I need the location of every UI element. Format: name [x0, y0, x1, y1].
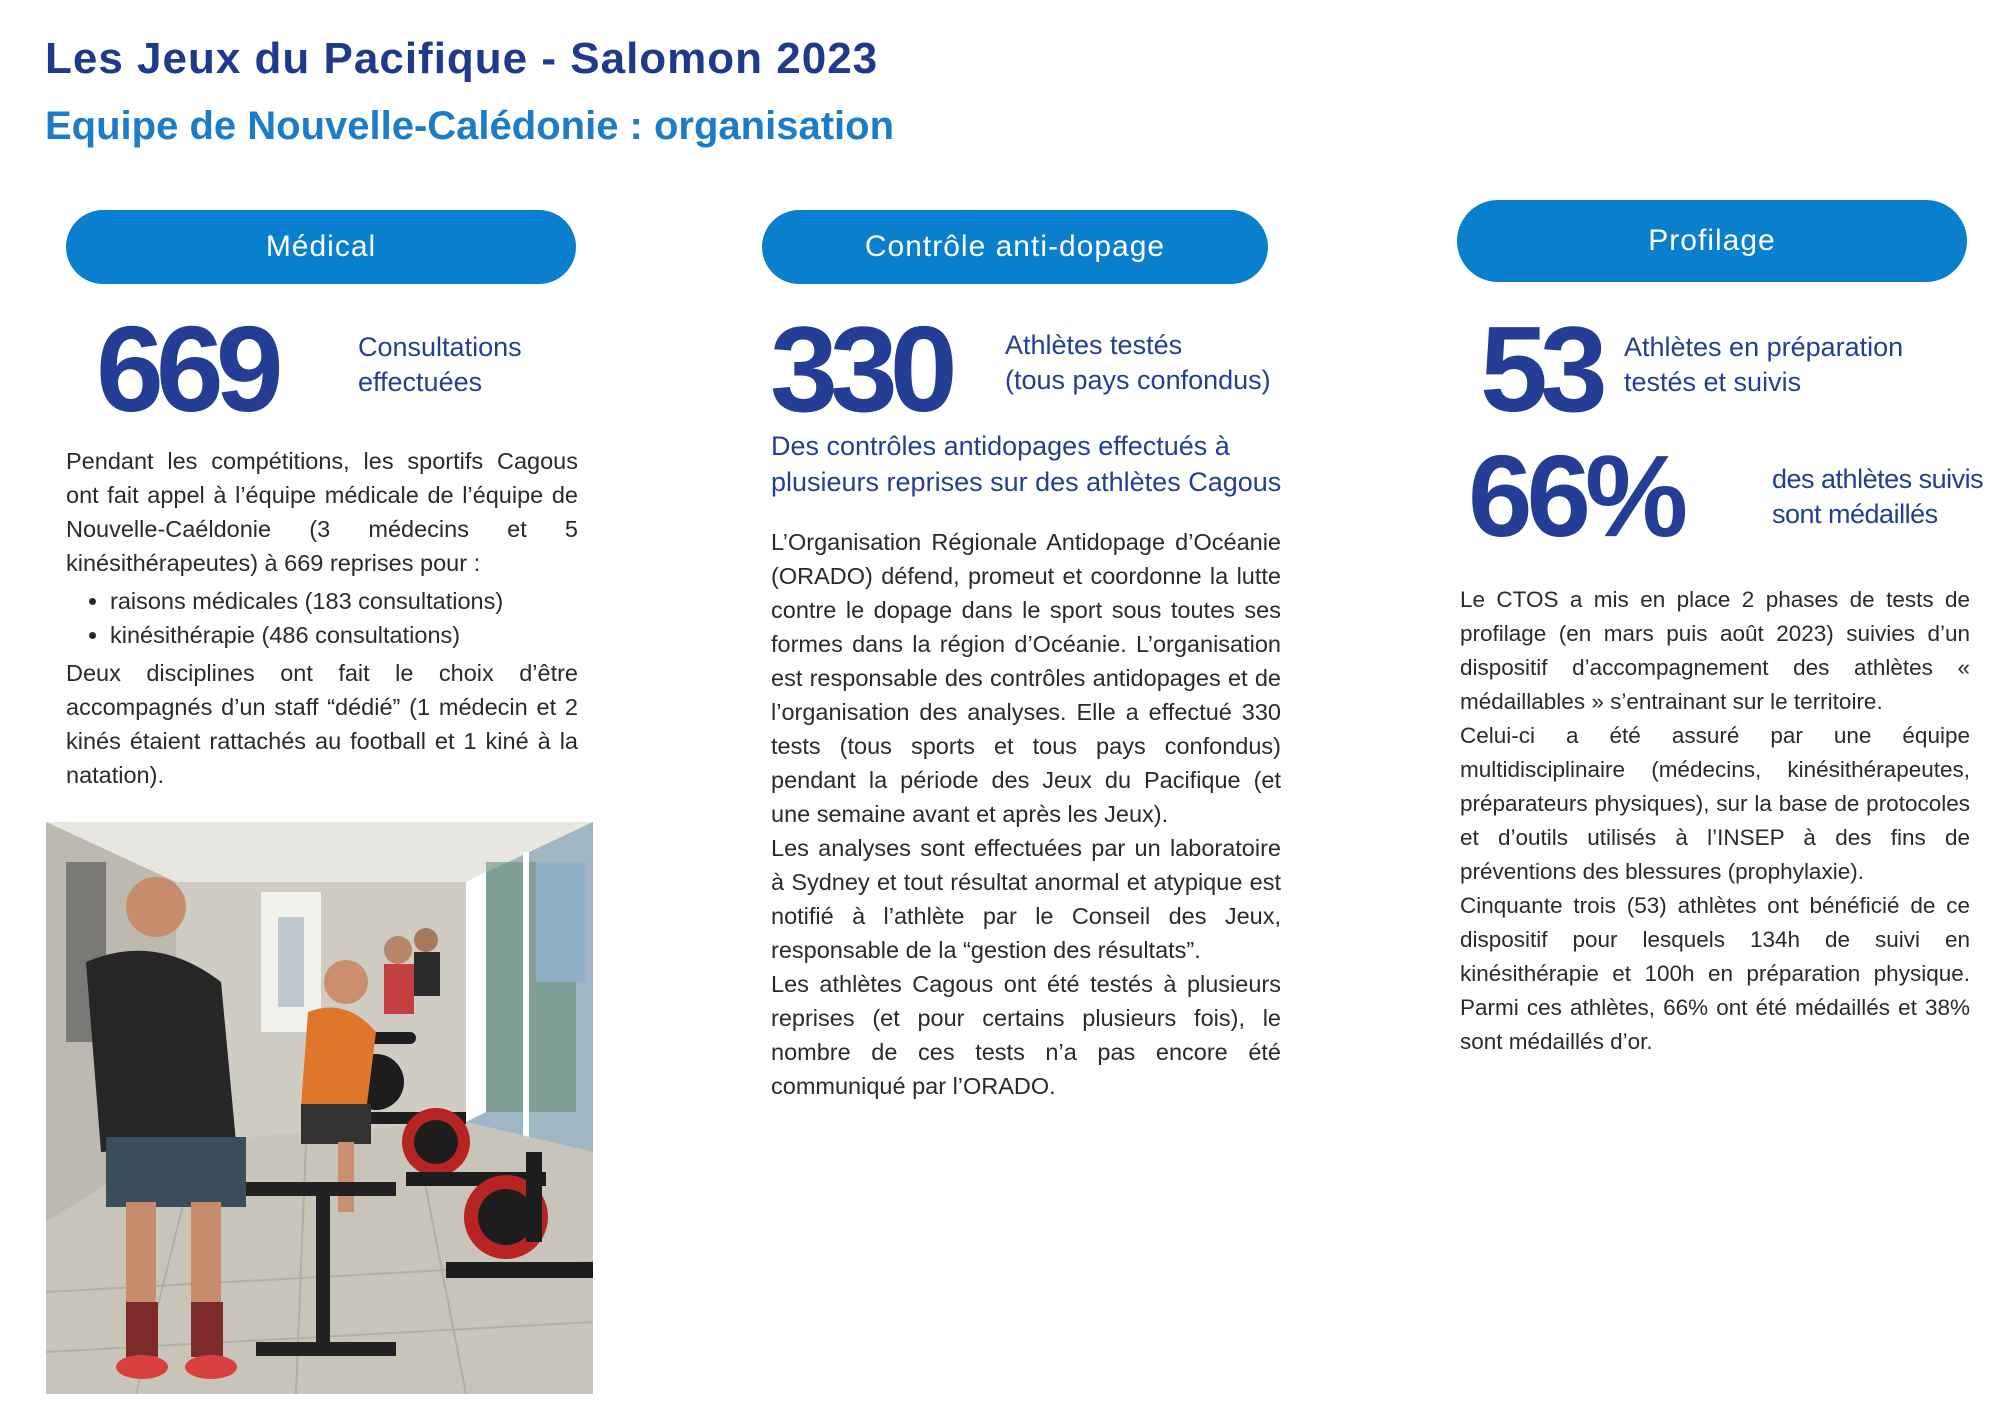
antidoping-stat-label — [1005, 328, 1271, 398]
medical-bullet-list — [66, 584, 578, 652]
profiling-paragraph: Cinquante trois (53) athlètes ont bénéficié de ce dispositif pour lesquels 134h de suivi en kinésithérapie et 100h en préparation physique. Parmi ces athlètes, 66% ont été médaillés et 38% sont médaillés d’or. — [1460, 893, 1970, 1054]
profiling-text — [1460, 583, 1970, 1059]
antidoping-text — [771, 525, 1281, 1103]
antidoping-stat-label-line1: Athlètes testés — [1005, 330, 1183, 360]
antidoping-paragraph: L’Organisation Régionale Antidopage d’Océanie (ORADO) défend, promeut et coordonne la lutte contre le dopage dans le sport sous toutes ses formes dans la région d’Océanie. L’organisation est responsable des contrôles antidopages et de l’organisation des analyses. Elle a effectué 330 tests (tous sports et tous pays confondus) pendant la période des Jeux du Pacifique (et une semaine avant et après les Jeux). — [771, 529, 1281, 827]
list-item: • raisons médicales (183 consultations) — [110, 584, 578, 618]
profiling-pill: Profilage — [1457, 200, 1967, 282]
gym-photo — [46, 822, 593, 1394]
antidoping-stat-value: 330 — [770, 301, 950, 437]
medical-stat-value: 669 — [96, 301, 276, 437]
profiling-stat1-label — [1624, 330, 1903, 400]
profiling-paragraph: Le CTOS a mis en place 2 phases de tests de profilage (en mars puis août 2023) suivies d’un dispositif d’accompagnement des athlètes « médaillables » s’entrainant sur le territoire. — [1460, 587, 1970, 714]
medical-stat-label-line2: effectuées — [358, 367, 483, 397]
antidoping-pill: Contrôle anti-dopage — [762, 210, 1268, 284]
page-subtitle: Equipe de Nouvelle-Calédonie : organisation — [45, 104, 895, 148]
medical-pill: Médical — [66, 210, 576, 284]
list-item: • kinésithérapie (486 consultations) — [110, 618, 578, 652]
profiling-paragraph: Celui-ci a été assuré par une équipe multidisciplinaire (médecins, kinésithérapeutes, préparateurs physiques), sur la base de protocoles et d’outils utilisés à l’INSEP à des fins de préventions des blessures (prophylaxie). — [1460, 723, 1970, 884]
medical-stat-label — [358, 330, 522, 400]
profiling-stat1-label-line1: Athlètes en préparation — [1624, 332, 1904, 362]
profiling-stat2-label-line1: des athlètes suivis — [1772, 464, 1984, 494]
page-title: Les Jeux du Pacifique - Salomon 2023 — [45, 34, 879, 83]
profiling-stat2-label-line2: sont médaillés — [1772, 499, 1938, 529]
antidoping-stat-label-line2: (tous pays confondus) — [1005, 365, 1271, 395]
profiling-stat2-label — [1772, 462, 1983, 532]
antidoping-paragraph: Les athlètes Cagous ont été testés à plusieurs reprises (et pour certains plusieurs fois), le nombre de ces tests n’a pas encore été communiqué par l’ORADO. — [771, 971, 1281, 1099]
antidoping-paragraph: Les analyses sont effectuées par un laboratoire à Sydney et tout résultat anormal et atypique est notifié à l’athlète par le Conseil des Jeux, responsable de la “gestion des résultats”. — [771, 835, 1281, 963]
profiling-stat2-value: 66% — [1468, 431, 1683, 561]
medical-text — [66, 444, 578, 792]
medical-outro: Deux disciplines ont fait le choix d’être accompagnés d’un staff “dédié” (1 médecin et 2 kinés étaient rattachés au football et 1 kiné à la natation). — [66, 660, 578, 788]
medical-stat-label-line1: Consultations — [358, 332, 522, 362]
antidoping-subheading: Des contrôles antidopages effectués à plusieurs reprises sur des athlètes Cagous — [771, 431, 1282, 497]
medical-intro: Pendant les compétitions, les sportifs Cagous ont fait appel à l’équipe médicale de l’équipe de Nouvelle-Caéldonie (3 médecins et 5 kinésithérapeutes) à 669 reprises pour : — [66, 448, 578, 576]
profiling-stat1-value: 53 — [1480, 301, 1600, 437]
profiling-stat1-label-line2: testés et suivis — [1624, 367, 1802, 397]
